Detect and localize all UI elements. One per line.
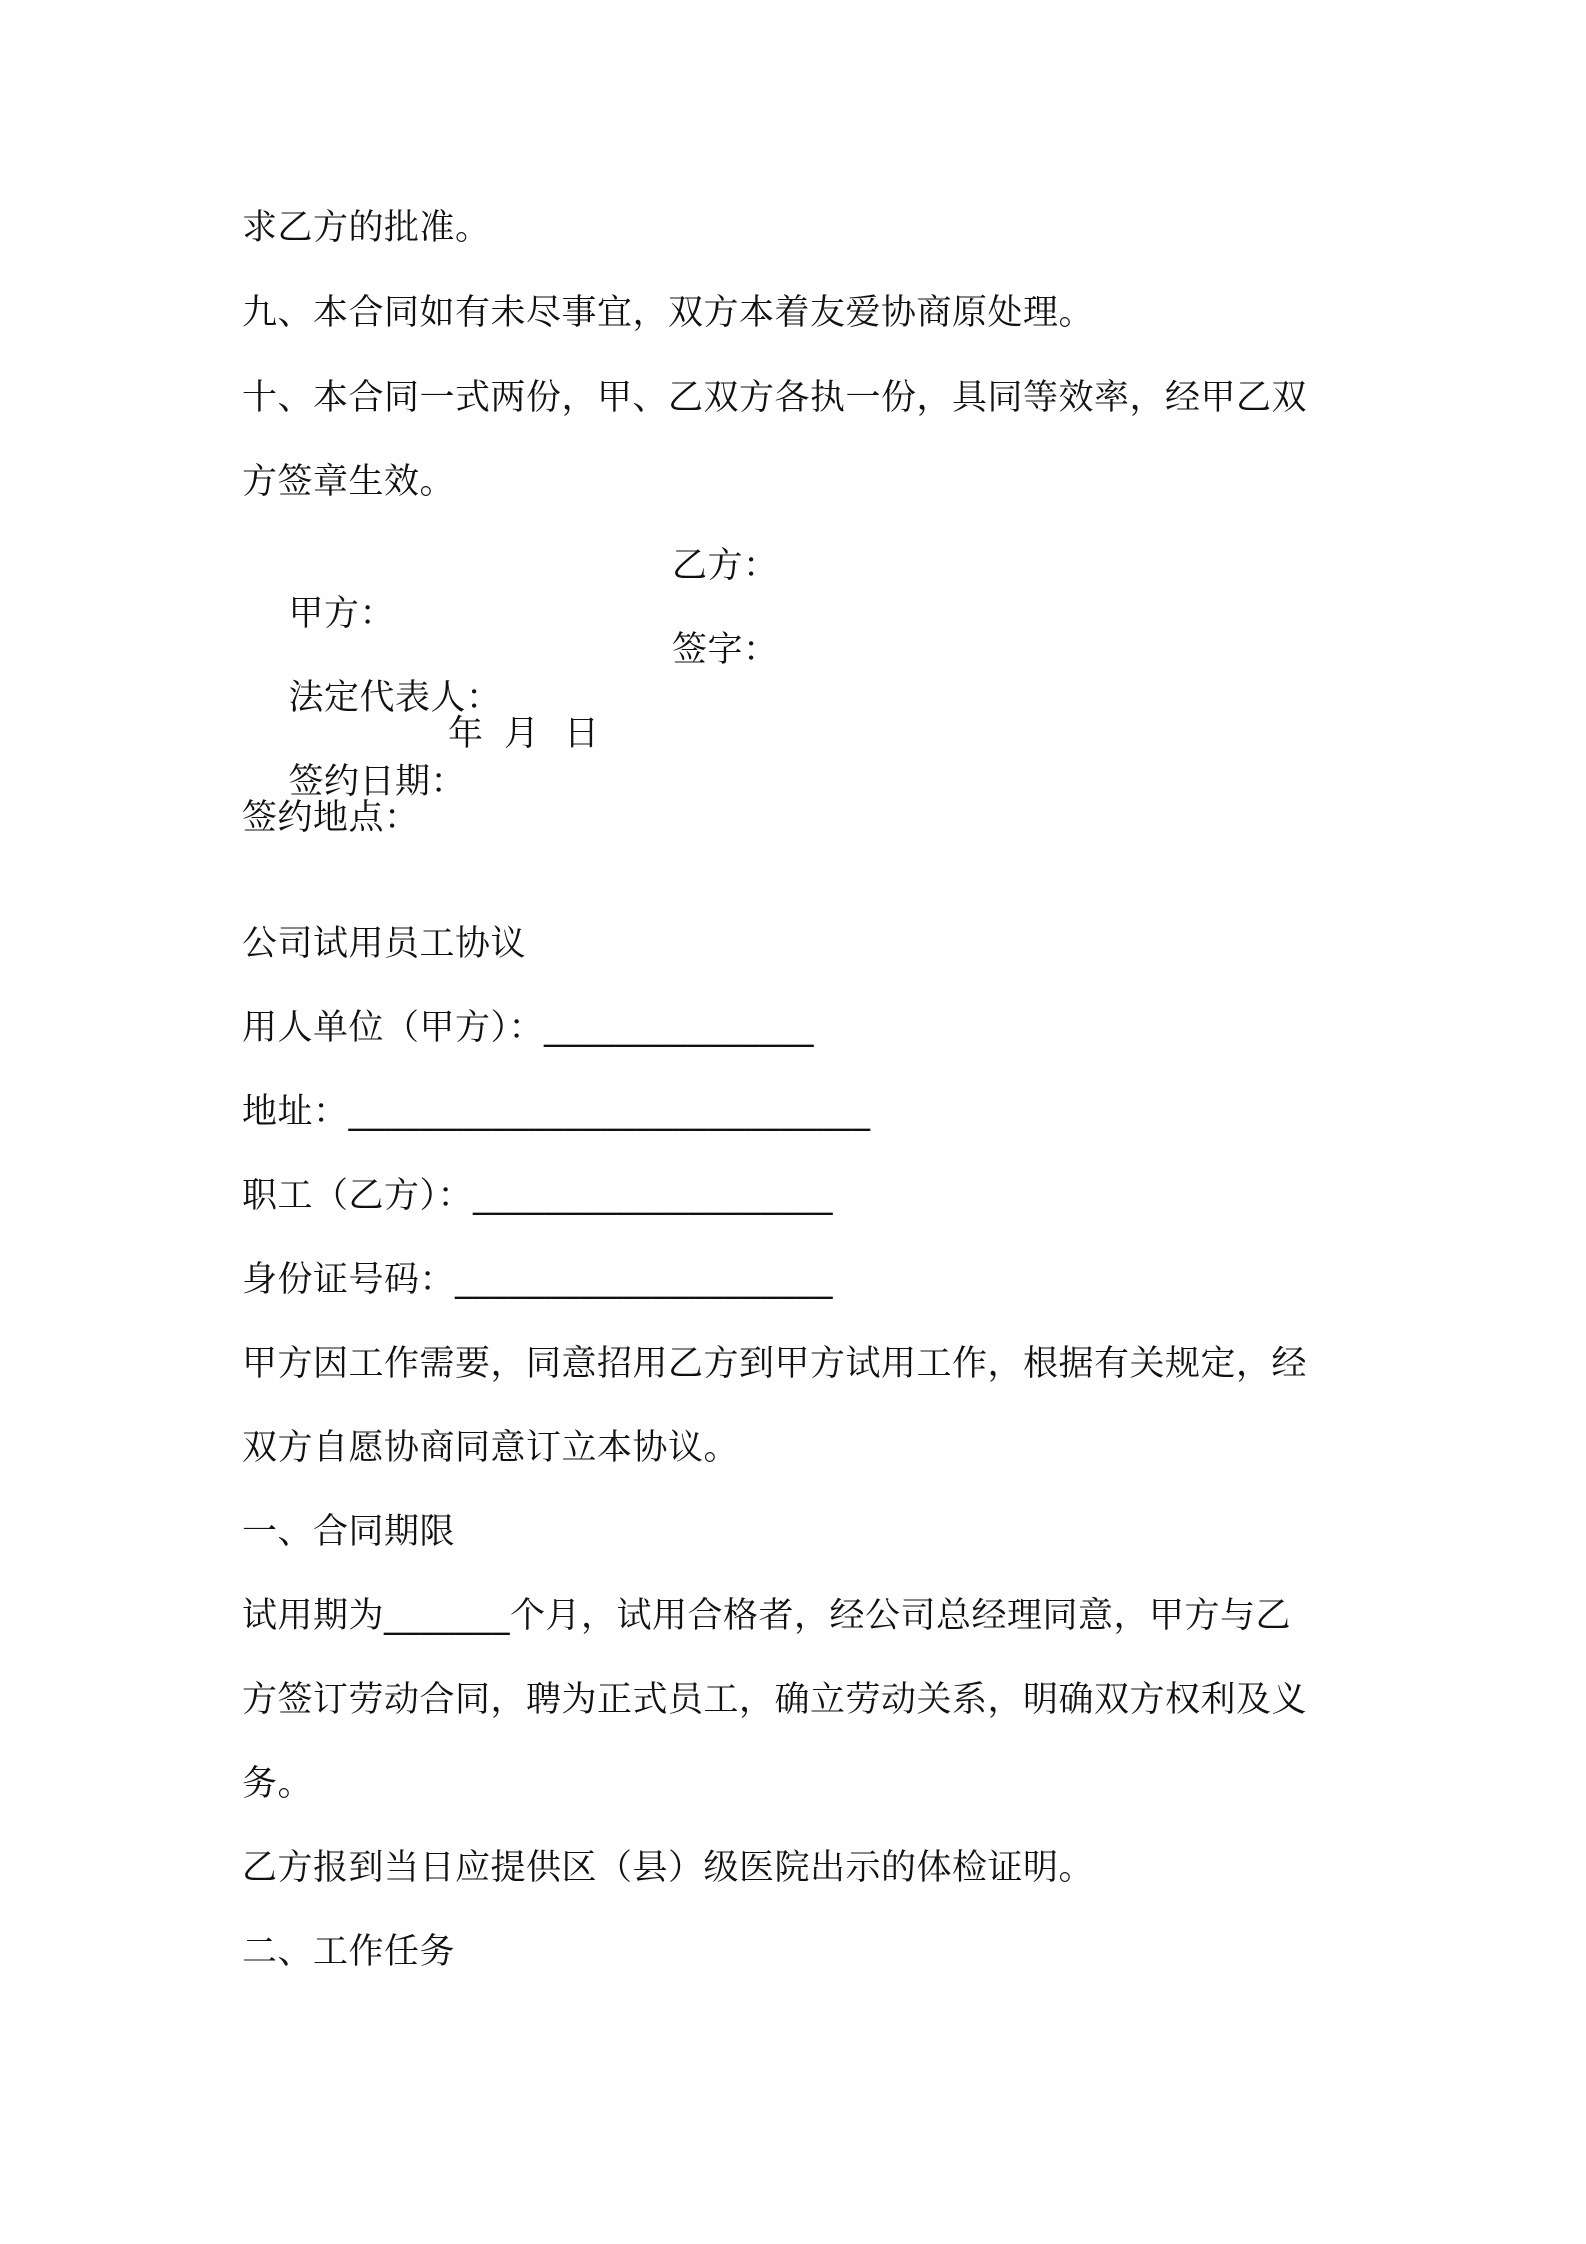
clause-10-line-2: 方签章生效。 — [242, 462, 456, 502]
intro-line-2: 双方自愿协商同意订立本协议。 — [242, 1428, 740, 1468]
signature-label: 签字： — [672, 630, 779, 670]
clause-9: 九、本合同如有未尽事宜，双方本着友爱协商原处理。 — [242, 293, 1095, 333]
year-label: 年 — [448, 714, 484, 754]
sign-place-label: 签约地点： — [242, 798, 420, 838]
intro-line-1: 甲方因工作需要，同意招用乙方到甲方试用工作，根据有关规定，经 — [242, 1344, 1308, 1384]
party-b-label: 乙方： — [672, 546, 779, 586]
section-1-heading: 一、合同期限 — [242, 1512, 456, 1552]
sign-date-label: 签约日期： — [288, 762, 467, 802]
section-2-heading: 二、工作任务 — [242, 1932, 456, 1972]
day-label: 日 — [564, 714, 600, 754]
id-number-line: 身份证号码：_____________________ — [242, 1260, 834, 1300]
term-line-1: 试用期为_______个月，试用合格者，经公司总经理同意，甲方与乙 — [242, 1596, 1292, 1636]
agreement-title: 公司试用员工协议 — [242, 924, 527, 964]
employer-line: 用人单位（甲方）：_______________ — [242, 1008, 815, 1048]
employee-line: 职工（乙方）：____________________ — [242, 1176, 834, 1216]
health-check-line: 乙方报到当日应提供区（县）级医院出示的体检证明。 — [242, 1848, 1095, 1888]
address-line: 地址：_____________________________ — [242, 1092, 871, 1132]
clause-10-line-1: 十、本合同一式两份，甲、乙双方各执一份，具同等效率，经甲乙双 — [242, 378, 1308, 418]
term-line-2: 方签订劳动合同，聘为正式员工，确立劳动关系，明确双方权利及义 — [242, 1680, 1308, 1720]
approval-line: 求乙方的批准。 — [242, 208, 491, 248]
party-a-label: 甲方： — [288, 594, 396, 634]
legal-rep-label: 法定代表人： — [288, 678, 502, 718]
term-line-3: 务。 — [242, 1764, 314, 1804]
month-label: 月 — [504, 714, 540, 754]
